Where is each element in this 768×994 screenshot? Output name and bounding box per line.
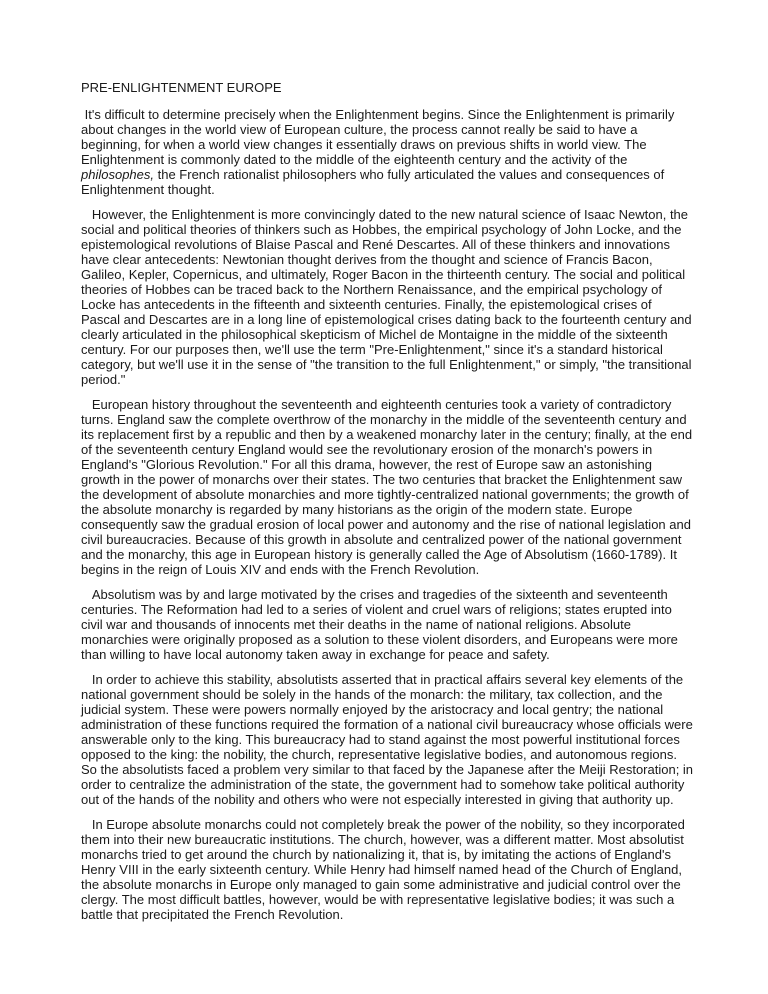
paragraph-intro-text: It's difficult to determine precisely when the Enlightenment begins. Since the Enlightenment is primarily about changes in the world view of European culture, the process cannot really be said to have a beginning, for when a world view changes it essentially draws on previous shifts in world view. The Enlightenment is commonly dated to the middle of the eighteenth century and the activity of the (81, 107, 678, 167)
paragraph-absolutism-motivation: Absolutism was by and large motivated by the crises and tragedies of the sixteenth and seventeenth centuries. The Reformation had led to a series of violent and cruel wars of religions; states erupted into civil war and thousands of innocents met their deaths in the name of national religions. Absolute monarchies were originally proposed as a solution to these violent disorders, and Europeans were more than willing to have local autonomy taken away in exchange for peace and safety. (81, 587, 682, 662)
philosophes-italic-term: philosophes, (81, 167, 154, 182)
document-page (81, 80, 697, 932)
paragraph-newton-antecedents: However, the Enlightenment is more convincingly dated to the new natural science of Isaac Newton, the social and political theories of thinkers such as Hobbes, the empirical psychology of John Locke, and the epistemological revolutions of Blaise Pascal and René Descartes. All of these thinkers and innovations have clear antecedents: Newtonian thought derives from the thought and science of Francis Bacon, Galileo, Kepler, Copernicus, and ultimately, Roger Bacon in the thirteenth century. The social and political theories of Hobbes can be traced back to the Northern Renaissance, and the empirical psychology of Locke has antecedents in the fifteenth and sixteenth centuries. Finally, the epistemological crises of Pascal and Descartes are in a long line of epistemological crises dating back to the fourteenth century and clearly articulated in the philosophical skepticism of Michel de Montaigne in the middle of the sixteenth century. For our purposes then, we'll use the term "Pre-Enlightenment," since it's a standard historical category, but we'll use it in the sense of "the transition to the full Enlightenment," or simply, "the transitional period." (81, 207, 696, 387)
paragraph-stability-bureaucracy: In order to achieve this stability, absolutists asserted that in practical affairs several key elements of the national government should be solely in the hands of the monarch: the military, tax collection, and the judicial system. These were powers normally enjoyed by the aristocracy and local gentry; the national administration of these functions required the formation of a national civil bureaucracy whose officials were answerable only to the king. This bureaucracy had to stand against the most powerful institutional forces opposed to the king: the nobility, the church, representative legislative bodies, and autonomous regions. So the absolutists faced a problem very similar to that faced by the Japanese after the Meiji Restoration; in order to centralize the administration of the state, the government had to somehow take political authority out of the hands of the nobility and others who were not especially interested in giving that authority up. (81, 672, 697, 807)
paragraph-monarchs-church: In Europe absolute monarchs could not completely break the power of the nobility, so they incorporated them into their new bureaucratic institutions. The church, however, was a different matter. Most absolutist monarchs tried to get around the church by nationalizing it, that is, by imitating the actions of England's Henry VIII in the early sixteenth century. While Henry had himself named head of the Church of England, the absolute monarchs in Europe only managed to gain some administrative and judicial control over the clergy. The most difficult battles, however, would be with representative legislative bodies; it was such a battle that precipitated the French Revolution. (81, 817, 689, 922)
paragraph-intro-continuation: the French rationalist philosophers who fully articulated the values and consequences of Enlightenment thought. (81, 167, 668, 197)
document-title: PRE-ENLIGHTENMENT EUROPE (81, 80, 282, 95)
paragraph-intro (81, 107, 694, 197)
paragraph-european-history: European history throughout the seventeenth and eighteenth centuries took a variety of contradictory turns. England saw the complete overthrow of the monarchy in the middle of the seventeenth century and its replacement first by a republic and then by a weakened monarchy later in the century; finally, at the end of the seventeenth century England would see the revolutionary erosion of the monarch's powers in England's "Glorious Revolution." For all this drama, however, the rest of Europe saw an astonishing growth in the power of monarchs over their states. The two centuries that bracket the Enlightenment saw the development of absolute monarchies and more tightly-centralized national governments; the growth of the absolute monarchy is regarded by many historians as the origin of the modern state. Europe consequently saw the gradual erosion of local power and autonomy and the rise of national legislation and civil bureaucracies. Because of this growth in absolute and centralized power of the national government and the monarchy, this age in European history is generally called the Age of Absolutism (1660-1789). It begins in the reign of Louis XIV and ends with the French Revolution. (81, 397, 696, 577)
